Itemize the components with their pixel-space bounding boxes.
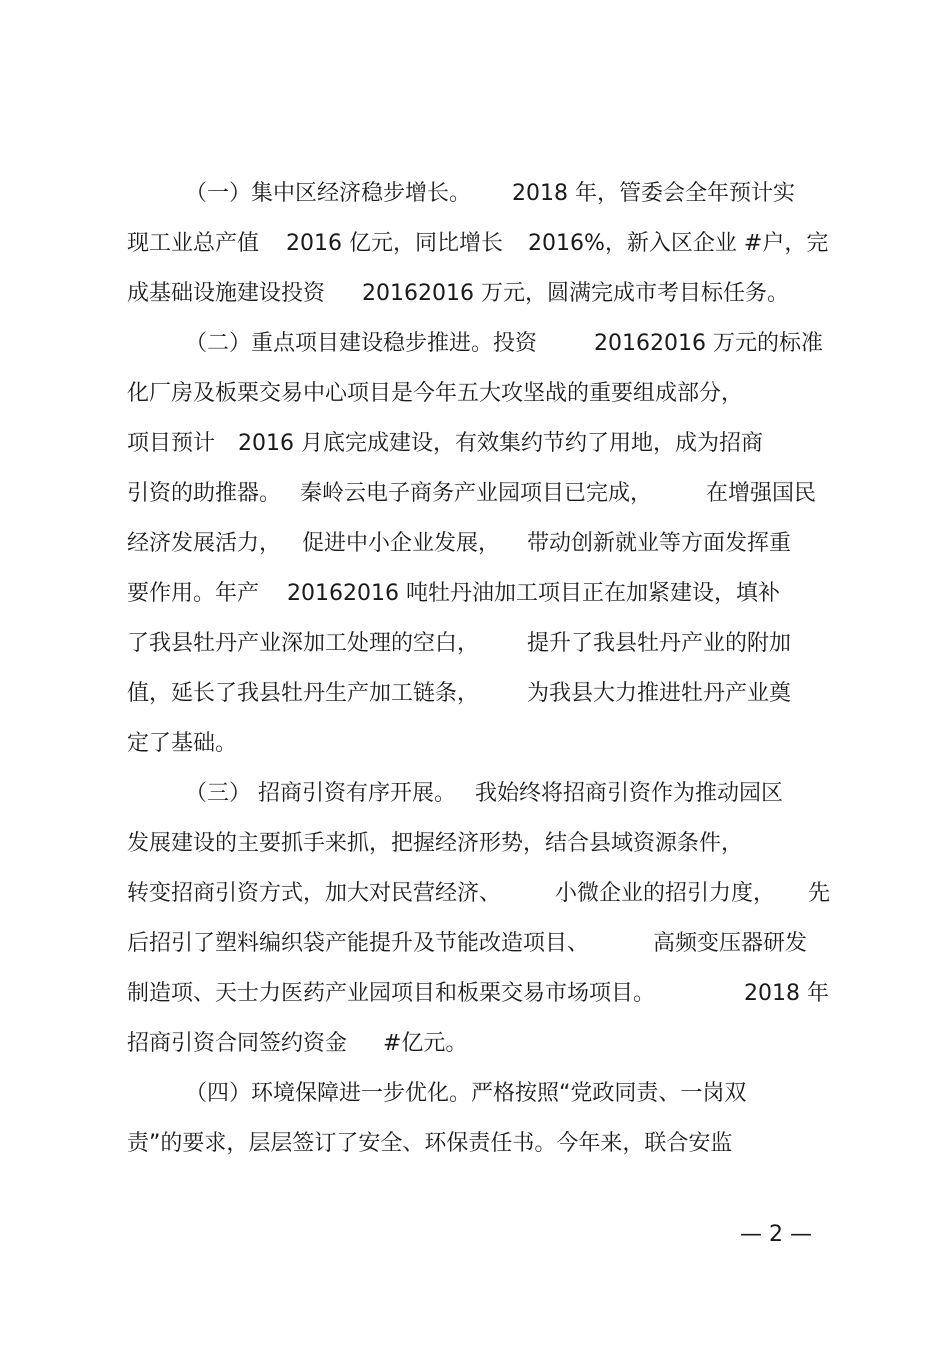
text-segment: （三） 招商引资有序开展。 [185, 781, 456, 806]
text-segment: 2016 亿元，同比增长 [286, 231, 503, 256]
text-segment: 化厂房及板栗交易中心项目是今年五大攻坚战的重要组成部分， [127, 381, 744, 406]
text-segment: 2016%，新入区企业 #户，完 [528, 231, 829, 256]
text-line [0, 874, 950, 914]
text-segment: 责”的要求，层层签订了安全、环保责任书。今年来，联合安监 [127, 1131, 733, 1156]
text-line [0, 524, 950, 564]
text-line [0, 374, 950, 414]
page-number: — 2 — [740, 1222, 812, 1247]
text-line [0, 974, 950, 1014]
text-line [0, 924, 950, 964]
text-line [0, 674, 950, 714]
text-line [0, 1024, 950, 1064]
text-segment: 先 [808, 881, 831, 906]
text-segment: 2018 年 [744, 981, 829, 1006]
text-line [0, 724, 950, 764]
text-line [0, 174, 950, 214]
text-segment: 带动创新就业等方面发挥重 [527, 531, 792, 556]
text-line [0, 824, 950, 864]
text-segment: 我始终将招商引资作为推动园区 [475, 781, 784, 806]
text-line [0, 474, 950, 514]
text-segment: 20162016 万元，圆满完成市考目标任务。 [362, 281, 789, 306]
text-segment: 现工业总产值 [127, 231, 260, 256]
text-segment: 发展建设的主要抓手来抓，把握经济形势，结合县域资源条件， [127, 831, 744, 856]
text-segment: 成基础设施建设投资 [127, 281, 326, 306]
text-segment: （一）集中区经济稳步增长。 [185, 181, 472, 206]
text-segment: 小微企业的招引力度， [555, 881, 776, 906]
text-line [0, 274, 950, 314]
text-segment: 项目预计 [127, 431, 216, 456]
text-segment: （二）重点项目建设稳步推进。投资 [185, 331, 538, 356]
text-segment: 制造项、天士力医药产业园项目和板栗交易市场项目。 [127, 981, 656, 1006]
text-segment: 了我县牡丹产业深加工处理的空白， [127, 631, 480, 656]
text-segment: 提升了我县牡丹产业的附加 [527, 631, 792, 656]
text-line [0, 574, 950, 614]
text-line [0, 624, 950, 664]
text-line [0, 324, 950, 364]
text-segment: 招商引资合同签约资金 [127, 1031, 348, 1056]
text-segment: 高频变压器研发 [653, 931, 808, 956]
text-segment: 2018 年，管委会全年预计实 [512, 181, 795, 206]
text-segment: 要作用。年产 [127, 581, 260, 606]
text-segment: 促进中小企业发展， [302, 531, 501, 556]
text-segment: 为我县大力推进牡丹产业奠 [527, 681, 792, 706]
text-segment: 引资的助推器。 [127, 481, 282, 506]
text-segment: 定了基础。 [127, 731, 238, 756]
text-segment: 2016 月底完成建设，有效集约节约了用地，成为招商 [238, 431, 763, 456]
text-line [0, 774, 950, 814]
text-line [0, 224, 950, 264]
text-segment: 20162016 吨牡丹油加工项目正在加紧建设，填补 [287, 581, 780, 606]
text-line [0, 1074, 950, 1114]
text-segment: 后招引了塑料编织袋产能提升及节能改造项目、 [127, 931, 590, 956]
text-segment: 在增强国民 [706, 481, 817, 506]
text-segment: （四）环境保障进一步优化。严格按照“党政同责、一岗双 [185, 1081, 747, 1106]
text-segment: #亿元。 [383, 1031, 468, 1056]
text-segment: 秦岭云电子商务产业园项目已完成， [300, 481, 653, 506]
text-line [0, 424, 950, 464]
text-segment: 20162016 万元的标准 [594, 331, 823, 356]
text-segment: 转变招商引资方式，加大对民营经济、 [127, 881, 502, 906]
text-segment: 经济发展活力， [127, 531, 282, 556]
text-segment: 值，延长了我县牡丹生产加工链条， [127, 681, 480, 706]
text-line [0, 1124, 950, 1164]
